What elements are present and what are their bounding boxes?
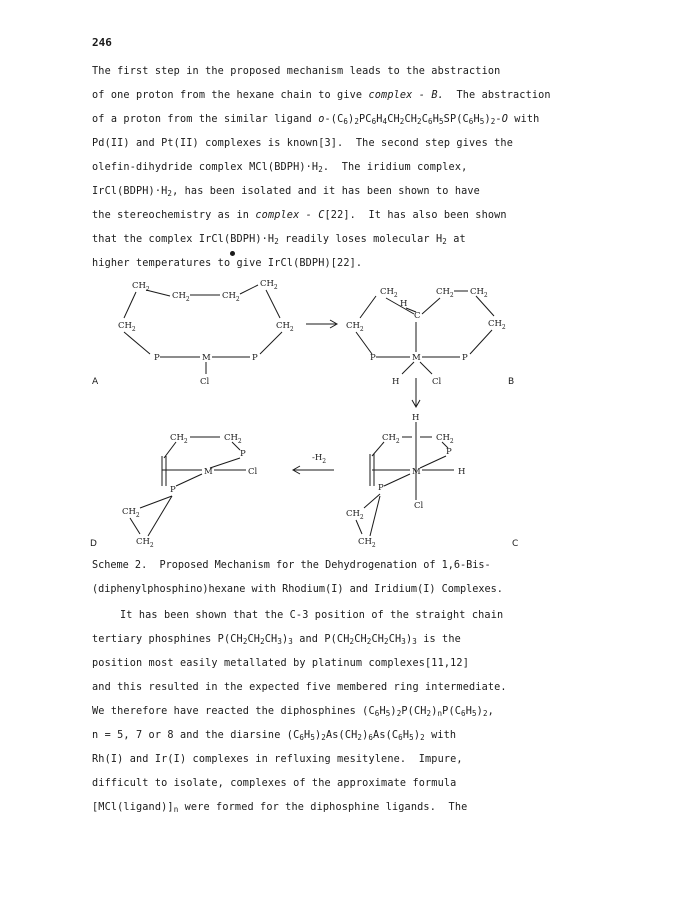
text-span: difficult to isolate, complexes of the approximate formula (92, 778, 457, 789)
bond (476, 296, 494, 316)
text-line (92, 730, 456, 741)
bond (124, 292, 136, 318)
text-span: [MCl(ligand)] (92, 802, 174, 813)
subscript: 6 (398, 733, 403, 742)
chloride-label: Cl (248, 467, 258, 477)
subscript: 2 (420, 733, 425, 742)
bond (356, 520, 362, 534)
text-span: . The iridium complex, (322, 162, 468, 173)
text-span: with (508, 114, 540, 125)
bond (356, 332, 372, 354)
ch2-label: $CH_2$ (436, 287, 454, 299)
text-line (92, 754, 463, 765)
metal-label: M (412, 467, 421, 477)
text-line (92, 802, 467, 813)
text-span: IrCl(BDPH)·H (92, 186, 168, 197)
bond (266, 290, 280, 318)
ch2-label: $CH_2$ (118, 321, 136, 333)
subscript: 6 (368, 733, 374, 742)
subscript: 3 (288, 637, 293, 646)
hydrogen-label: H (400, 299, 408, 309)
structure-label-d: D (90, 539, 97, 549)
subscript: 3 (277, 637, 282, 646)
subscript: 2 (274, 237, 279, 246)
page-number: 246 (92, 36, 112, 49)
hydrogen-label: H (392, 377, 400, 387)
text-span: ) (405, 634, 413, 645)
arrow-b-to-c (412, 378, 420, 407)
text-span: ) (431, 706, 438, 717)
complex-ref: complex - C (255, 210, 325, 221)
text-span: of a proton from the similar ligand (92, 114, 319, 125)
text-span: at (446, 234, 466, 245)
bond (146, 290, 170, 296)
text-line (92, 658, 469, 669)
text-line (92, 234, 466, 245)
subscript: 6 (299, 733, 305, 742)
ch2-label: $CH_2$ (382, 433, 400, 445)
text-span: CH (264, 634, 278, 645)
subscript: 2 (321, 733, 326, 742)
structure-a (92, 279, 294, 387)
structure-d (90, 433, 258, 549)
text-line (92, 162, 467, 173)
text-span: n = 5, 7 or 8 and the diarsine (C (92, 730, 300, 741)
subscript: 2 (417, 117, 422, 126)
text-span: ) (484, 114, 491, 125)
bullet-dot (230, 251, 235, 256)
phosphorus-label: P (462, 353, 468, 363)
text-line (92, 90, 551, 101)
subscript: 2 (167, 189, 173, 198)
text-span: ) (281, 634, 289, 645)
text-span: of one proton from the hexane chain to give (92, 90, 369, 101)
bond (130, 518, 140, 534)
subscript: 2 (399, 117, 405, 126)
text-span: position most easily metallated by platinum complexes[11,12] (92, 658, 470, 669)
text-span: H (473, 114, 480, 125)
ch2-label: $CH_2$ (222, 291, 240, 303)
subscript: 5 (310, 733, 315, 742)
text-span: that the complex IrCl(BDPH)·H (92, 234, 275, 245)
text-span: H (432, 114, 439, 125)
ch2-label: $CH_2$ (380, 287, 398, 299)
chloride-label: Cl (432, 377, 442, 387)
subscript: 2 (384, 637, 389, 646)
text-line (92, 778, 456, 789)
text-span: ) (413, 730, 421, 741)
text-span: with (424, 730, 457, 741)
ch2-label: $CH_2$ (170, 433, 188, 445)
text-span: PC (359, 114, 372, 125)
arrow-a-to-b (306, 320, 337, 328)
text-span: H (376, 114, 383, 125)
text-span: Pd(II) and Pt(II) complexes is known[3]. The second step gives the (92, 138, 513, 149)
text-span: H (379, 706, 386, 717)
text-span: -(C (324, 114, 344, 125)
text-line (92, 114, 539, 125)
subscript: 2 (242, 637, 248, 646)
text-span: CH (388, 634, 402, 645)
text-span: ) (476, 706, 483, 717)
bond (260, 332, 282, 354)
subscript: 2 (366, 637, 372, 646)
subscript: n (437, 709, 443, 718)
ortho-suffix: O (501, 114, 508, 125)
text-span: C (421, 114, 429, 125)
bond (372, 442, 384, 456)
text-span: were formed for the diphosphine ligands. The (178, 802, 468, 813)
text-span: As(CH (325, 730, 358, 741)
bond (140, 496, 172, 508)
subscript: 2 (318, 165, 323, 174)
scheme-caption-line: (diphenylphosphino)hexane with Rhodium(I) and Iridium(I) Complexes. (92, 584, 503, 595)
text-line (92, 138, 513, 149)
hydrogen-label: H (412, 413, 420, 423)
phosphorus-label: P (240, 449, 246, 459)
text-span: and this resulted in the expected five membered ring intermediate. (92, 682, 507, 693)
text-span: The abstraction (443, 90, 551, 101)
subscript: 3 (412, 637, 417, 646)
ch2-label: $CH_2$ (276, 321, 294, 333)
ortho-prefix: o (318, 114, 325, 125)
complex-ref: complex - B. (368, 90, 444, 101)
text-span: Rh(I) and Ir(I) complexes in refluxing mesitylene. Impure, (92, 754, 463, 765)
text-span: CH (404, 114, 418, 125)
bond (470, 330, 492, 354)
bond (210, 458, 240, 468)
text-line (92, 706, 494, 717)
text-span: It has been shown that the C-3 position of the straight chain (120, 610, 504, 621)
text-span: ) (362, 730, 369, 741)
subscript: 6 (461, 709, 466, 718)
text-line (92, 66, 500, 77)
text-span: readily loses molecular H (278, 234, 443, 245)
text-line (92, 258, 362, 269)
text-span: H (402, 730, 410, 741)
text-span: P(C (442, 706, 462, 717)
phosphorus-label: P (252, 353, 258, 363)
ch2-label: $CH_2$ (470, 287, 488, 299)
text-span: , has been isolated and it has been shown to have (172, 186, 480, 197)
text-line (92, 210, 507, 221)
chloride-label: Cl (414, 501, 424, 511)
phosphorus-label: P (170, 485, 176, 495)
text-span: CH (387, 114, 400, 125)
text-line (92, 634, 461, 645)
subscript: 2 (260, 637, 265, 646)
text-span: We therefore have reacted the diphosphines (C (92, 706, 375, 717)
subscript: 6 (468, 117, 474, 126)
subscript: n (173, 805, 179, 814)
reaction-scheme (80, 270, 600, 555)
arrow-c-to-d (293, 453, 334, 474)
structure-label-c: C (512, 539, 519, 549)
subscript: 2 (349, 637, 355, 646)
structure-label-b: B (508, 377, 515, 387)
text-span: H (304, 730, 311, 741)
ch2-label: $CH_2$ (132, 281, 150, 293)
subscript: 3 (401, 637, 406, 646)
text-span: , (487, 706, 494, 717)
metal-label: M (204, 467, 213, 477)
ch2-label: $CH_2$ (136, 537, 154, 549)
ch2-label: $CH_2$ (172, 291, 190, 303)
bond (402, 362, 414, 374)
subscript: 5 (471, 709, 477, 718)
bond (420, 456, 446, 468)
hydrogen-label: H (458, 467, 466, 477)
ch2-label: $CH_2$ (488, 319, 506, 331)
bond (176, 474, 202, 486)
metal-label: M (412, 353, 421, 363)
text-span: ) (390, 706, 397, 717)
phosphorus-label: P (154, 353, 160, 363)
text-line (92, 682, 507, 693)
subscript: 2 (442, 237, 447, 246)
text-line (120, 610, 503, 621)
ch2-label: $CH_2$ (224, 433, 242, 445)
text-span: tertiary phosphines P(CH (92, 634, 243, 645)
subscript: 6 (428, 117, 433, 126)
carbon-label: C (414, 311, 421, 321)
metal-label: M (202, 353, 211, 363)
text-span: SP(C (443, 114, 469, 125)
minus-h2-label: $-H_2$ (312, 453, 327, 465)
structure-label-a: A (92, 377, 99, 387)
ch2-label: $CH_2$ (346, 321, 364, 333)
phosphorus-label: P (370, 353, 376, 363)
bond (148, 496, 172, 536)
text-span: - (495, 114, 502, 125)
bond (384, 474, 410, 486)
bond (420, 362, 432, 374)
subscript: 2 (354, 117, 359, 126)
subscript: 6 (343, 117, 349, 126)
structure-c (346, 413, 518, 549)
text-span: P(CH (401, 706, 427, 717)
ch2-label: $CH_2$ (436, 433, 454, 445)
subscript: 2 (426, 709, 432, 718)
text-span: As(C (373, 730, 399, 741)
text-span: H (465, 706, 472, 717)
ch2-label: $CH_2$ (358, 537, 376, 549)
subscript: 5 (438, 117, 444, 126)
phosphorus-label: P (446, 447, 452, 457)
text-span: ) (315, 730, 322, 741)
text-span: is the (416, 634, 461, 645)
bond (240, 285, 258, 294)
bond (124, 332, 150, 354)
text-span: The first step in the proposed mechanism leads to the abstraction (92, 66, 501, 77)
structure-b (346, 287, 514, 387)
bond (422, 298, 440, 314)
subscript: 6 (371, 117, 377, 126)
text-span: olefin-dihydride complex MCl(BDPH)·H (92, 162, 319, 173)
scheme-caption-line: Scheme 2. Proposed Mechanism for the Dehydrogenation of 1,6-Bis- (92, 560, 491, 571)
text-span: higher temperatures to give IrCl(BDPH)[22]. (92, 258, 363, 269)
text-span: the stereochemistry as in (92, 210, 256, 221)
text-span: [22]. It has also been shown (324, 210, 507, 221)
text-line (92, 186, 480, 197)
ch2-label: $CH_2$ (122, 507, 140, 519)
subscript: 5 (479, 117, 485, 126)
subscript: 6 (374, 709, 380, 718)
subscript: 2 (482, 709, 488, 718)
text-span: CH (354, 634, 367, 645)
subscript: 2 (490, 117, 496, 126)
subscript: 5 (409, 733, 414, 742)
subscript: 5 (385, 709, 391, 718)
chloride-label: Cl (200, 377, 210, 387)
phosphorus-label: P (378, 483, 384, 493)
bond (360, 296, 376, 318)
subscript: 4 (382, 117, 388, 126)
text-span: CH (247, 634, 261, 645)
text-span: CH (371, 634, 385, 645)
ch2-label: $CH_2$ (346, 509, 364, 521)
subscript: 2 (357, 733, 363, 742)
subscript: 2 (396, 709, 402, 718)
ch2-label: $CH_2$ (260, 279, 278, 291)
text-span: ) (348, 114, 355, 125)
text-span: and P(CH (292, 634, 350, 645)
bond (164, 442, 176, 458)
